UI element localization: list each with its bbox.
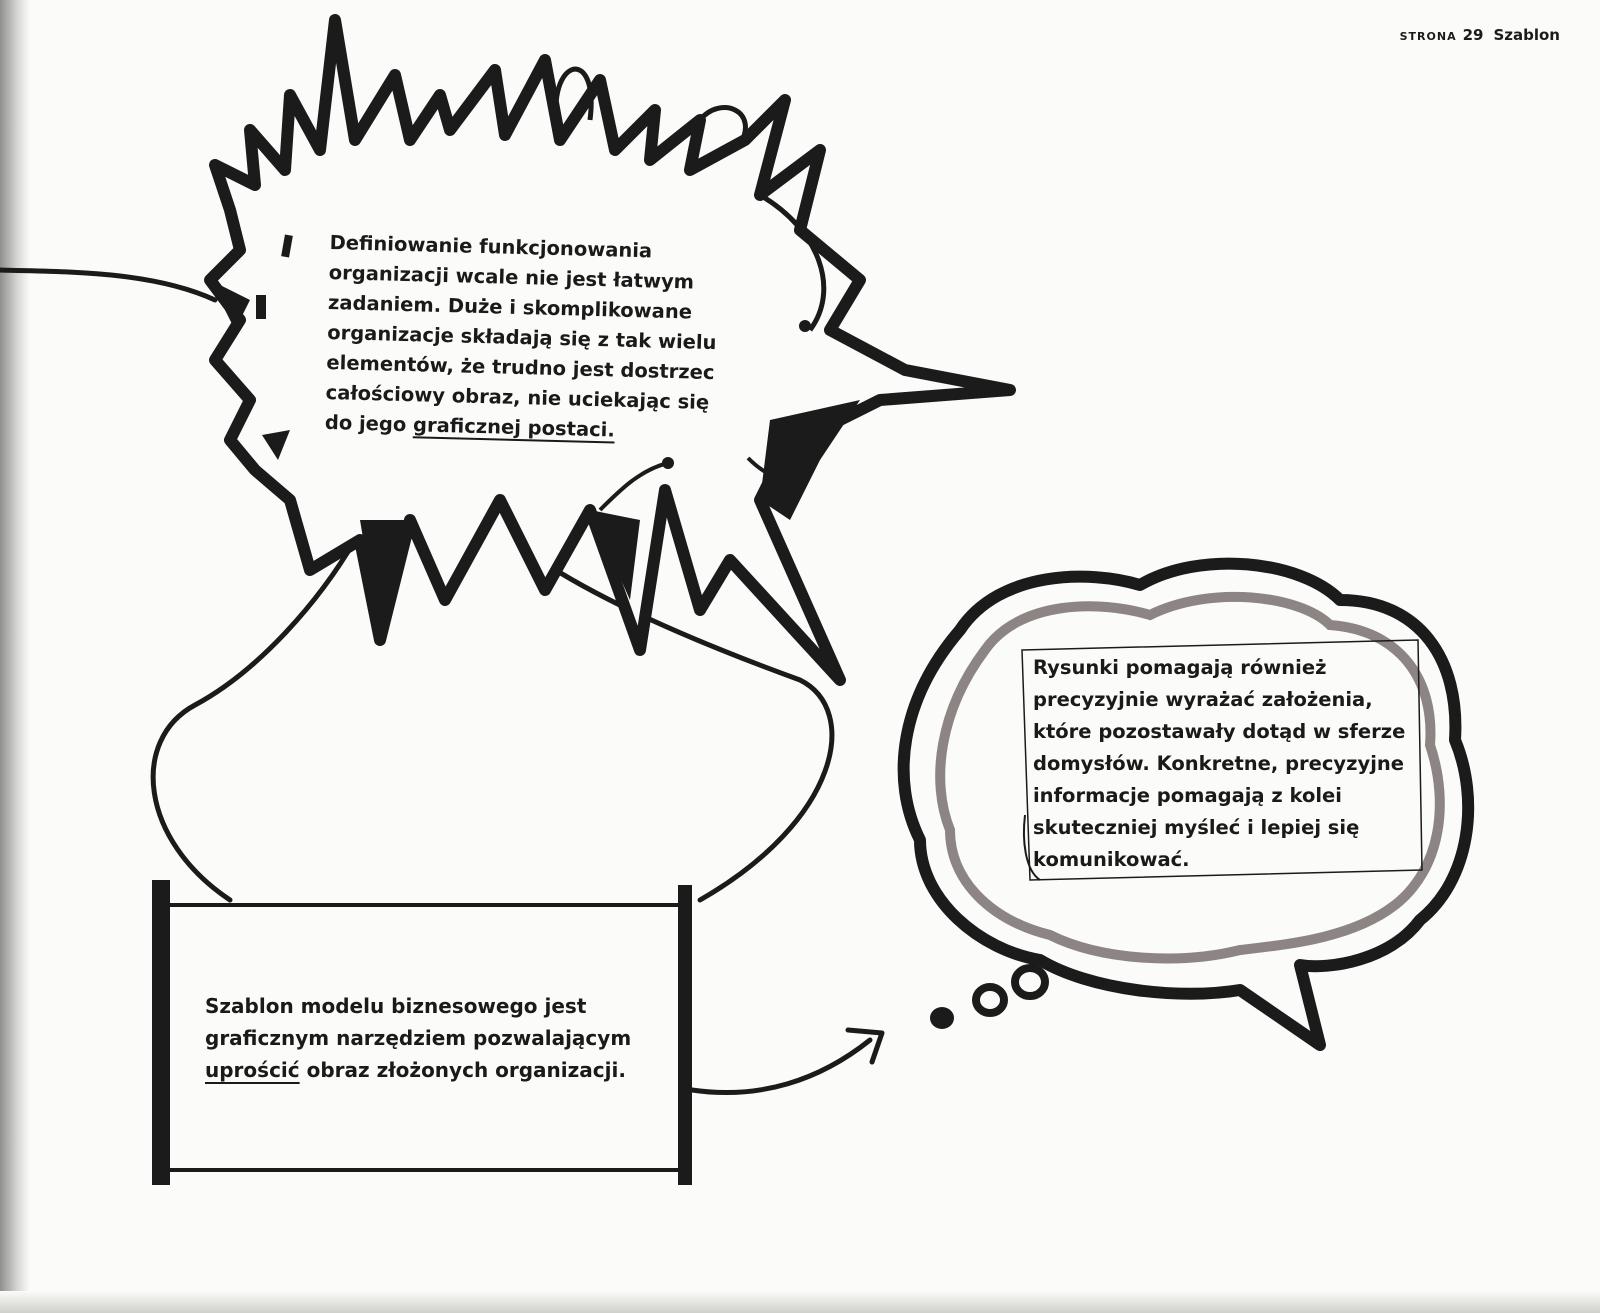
cloud-line: komunikować. (1033, 848, 1190, 871)
burst-line: zadaniem. Duże i skomplikowane (327, 290, 693, 324)
left-connector-line (0, 270, 215, 300)
page-number: 29 (1462, 26, 1484, 44)
burst-mark (256, 295, 266, 319)
box-text (205, 990, 665, 1086)
cloud-text (1033, 652, 1433, 876)
burst-last-prefix: do jego (324, 410, 414, 437)
burst-line: organizacje składają się z tak wielu (326, 320, 717, 355)
cloud-line: które pozostawały dotąd w sferze (1033, 720, 1406, 743)
burst-text (325, 228, 750, 449)
burst-line: całościowy obraz, nie uciekając się (325, 380, 710, 414)
arrow-line (692, 1040, 870, 1093)
burst-dot (799, 320, 811, 332)
box-right-bar (678, 885, 692, 1185)
thought-dot-small (930, 1007, 954, 1029)
cloud-line: informacje pomagają z kolei (1033, 784, 1342, 807)
thought-dot-medium (976, 987, 1004, 1013)
cloud-line: skuteczniej myśleć i lepiej się (1033, 816, 1360, 839)
section-title: Szablon (1493, 26, 1560, 44)
box-left-bar (152, 880, 170, 1185)
box-underlined-word: uprościć (205, 1058, 300, 1082)
cloud-line: precyzyjnie wyrażać założenia, (1033, 688, 1373, 711)
vase-outline (153, 540, 832, 900)
box-line-last (205, 1054, 665, 1086)
burst-line: elementów, że trudno jest dostrzec (326, 350, 715, 385)
box-last-suffix: obraz złożonych organizacji. (299, 1058, 626, 1082)
box-line: Szablon modelu biznesowego jest (205, 994, 587, 1018)
cloud-line: domysłów. Konkretne, precyzyjne (1033, 752, 1404, 775)
cloud-line: Rysunki pomagają również (1033, 656, 1327, 679)
thought-dot-large (1015, 968, 1045, 996)
burst-underlined-phrase: graficznej postaci. (412, 413, 616, 442)
page-label: STRONA (1399, 30, 1457, 43)
box-line: graficznym narzędziem pozwalającym (205, 1026, 632, 1050)
burst-line: Definiowanie funkcjonowania (329, 230, 653, 263)
burst-line: organizacji wcale nie jest łatwym (328, 260, 695, 294)
